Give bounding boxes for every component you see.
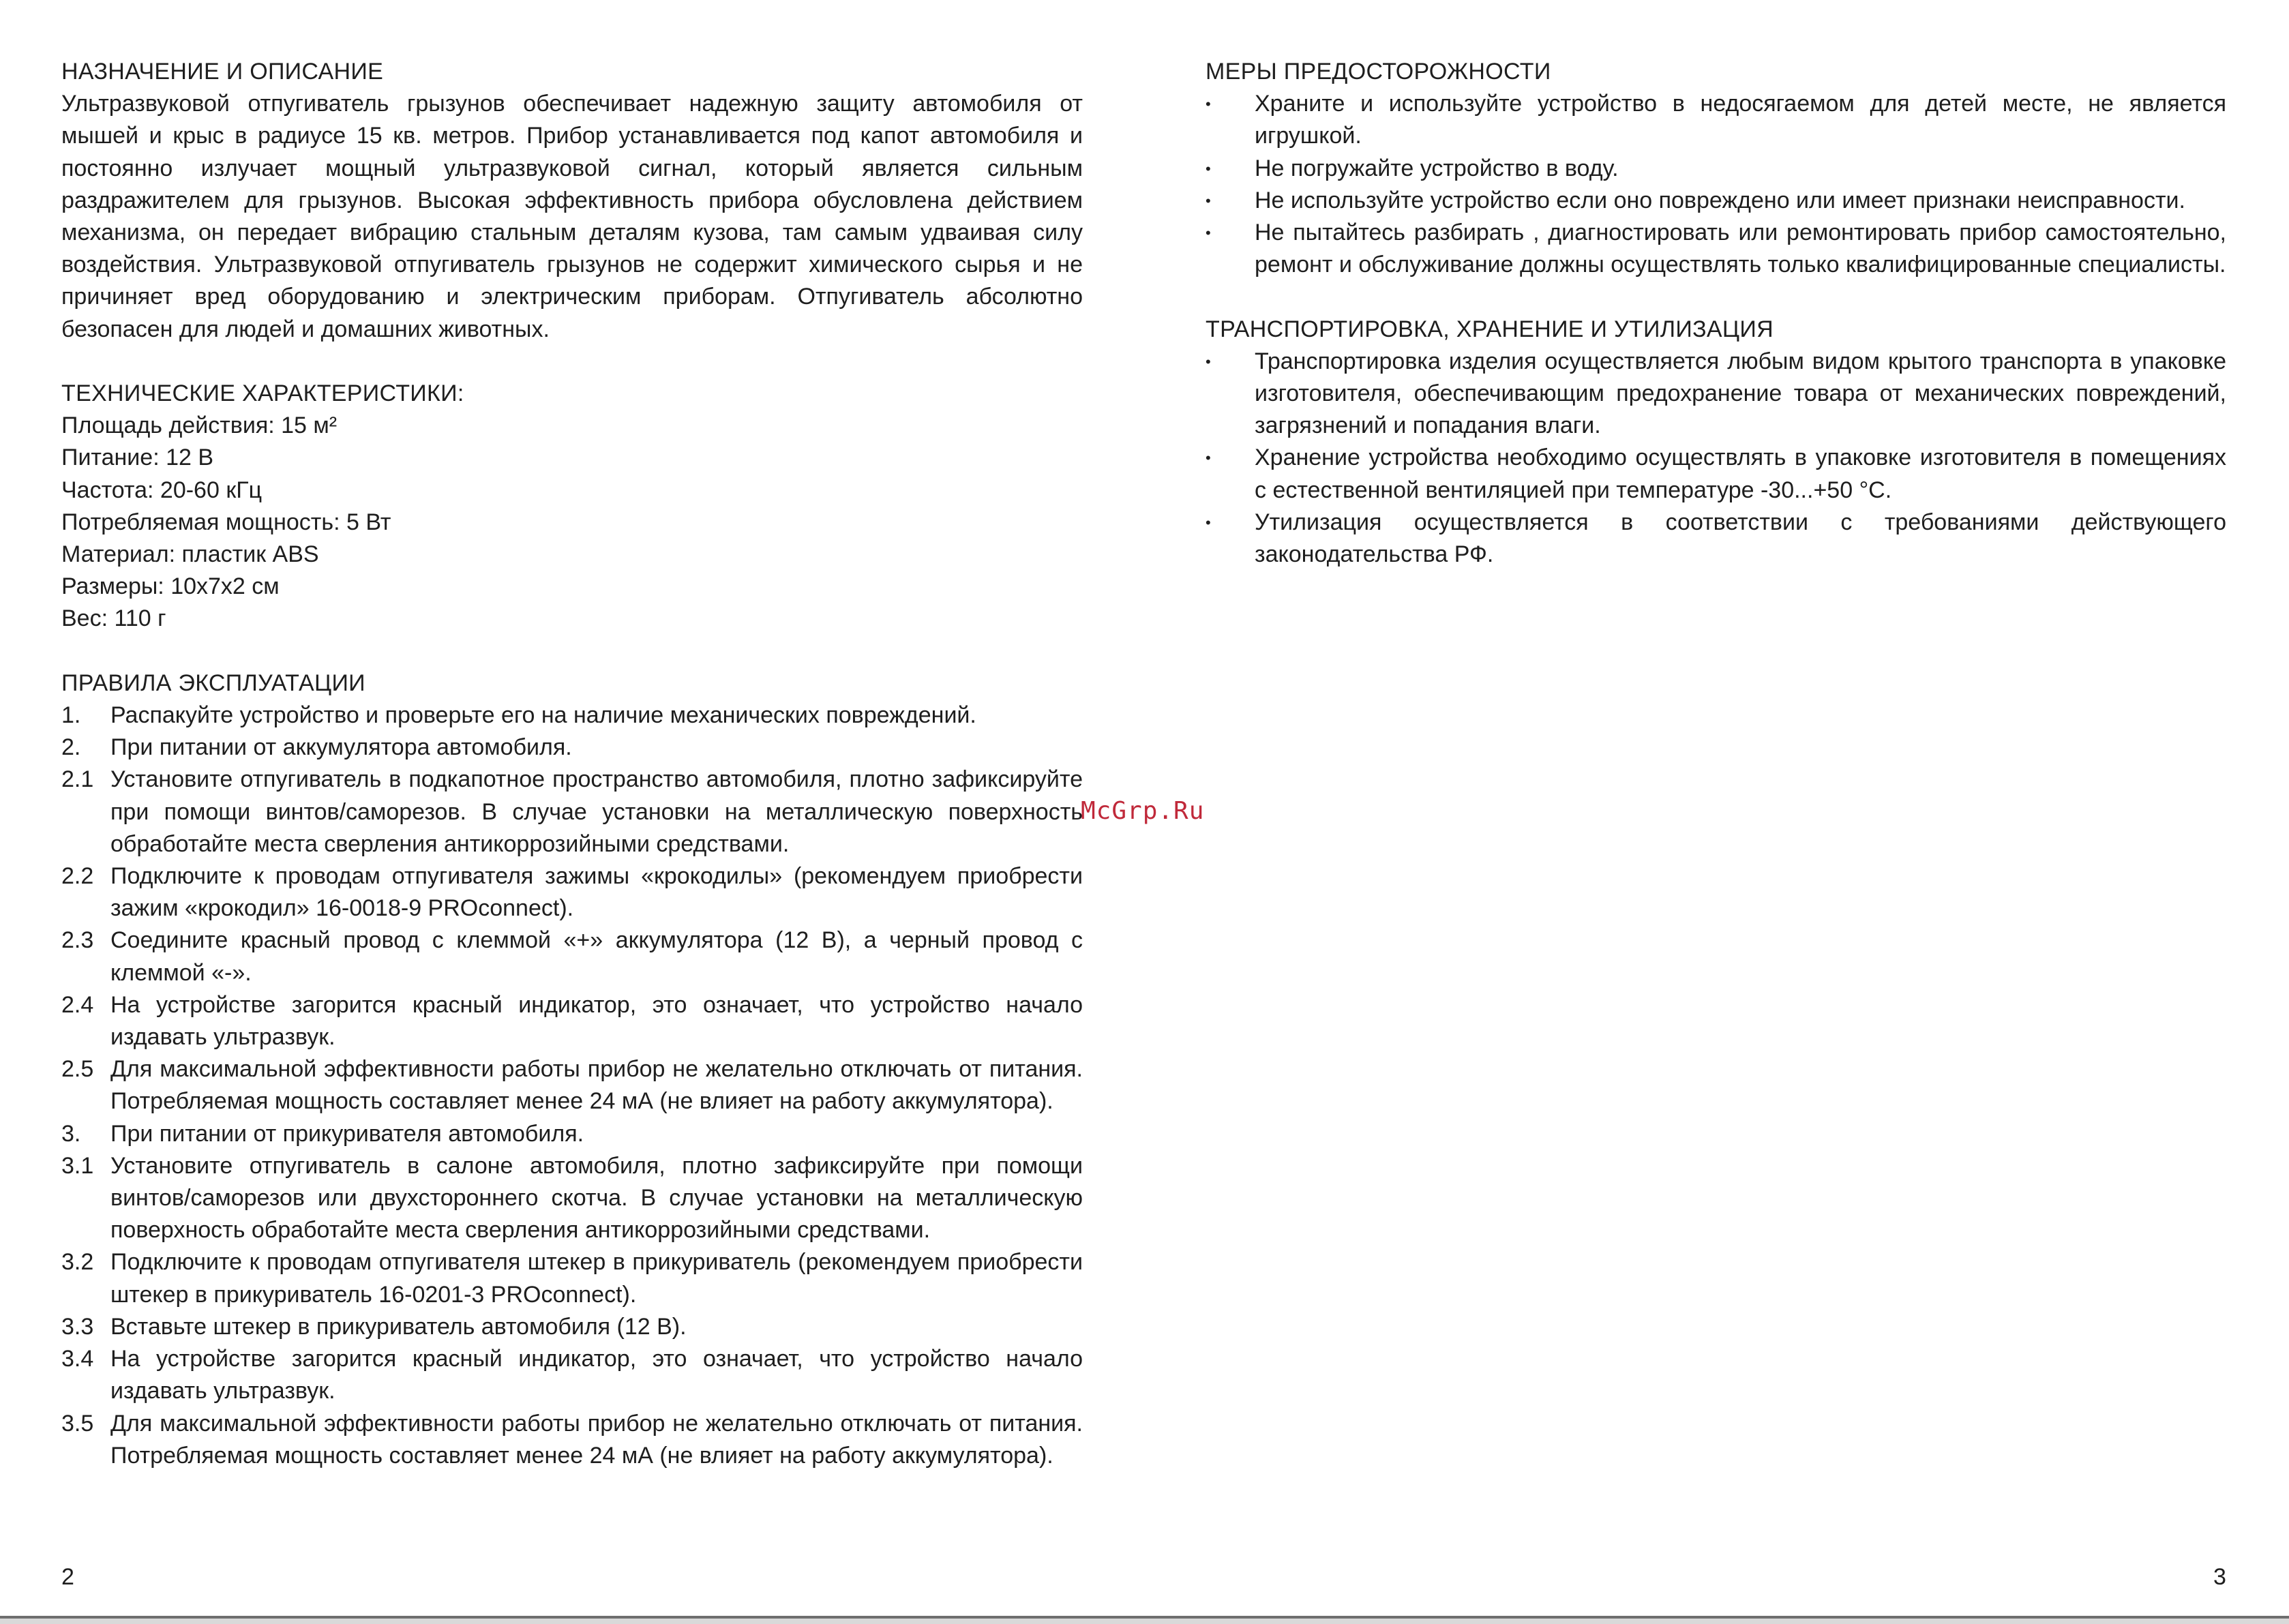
transport-text: Хранение устройства необходимо осуществлять в упаковке изготовителя в помещениях с естественной вентиляцией при температуре -30...+50 °С. [1255,445,2226,503]
rule-item [61,1311,1083,1343]
precaution-text: Не используйте устройство если оно повреждено или имеет признаки неисправности. [1255,187,2185,213]
precaution-text: Не пытайтесь разбирать , диагностировать или ремонтировать прибор самостоятельно, ремонт и обслуживание должны осуществлять только квалифицированные специалисты. [1255,220,2226,278]
rule-text: Подключите к проводам отпугивателя штекер в прикуриватель (рекомендуем приобрести штекер в прикуриватель 16-0201-3 PROconnect). [110,1249,1083,1308]
watermark-text: McGrp.Ru [1081,797,1205,825]
precaution-text: Храните и используйте устройство в недосягаемом для детей месте, не является игрушкой. [1255,91,2226,149]
rule-item [61,989,1083,1053]
rule-number: 3.3 [61,1313,94,1340]
rules-heading: ПРАВИЛА ЭКСПЛУАТАЦИИ [61,670,365,696]
rule-text: На устройстве загорится красный индикатор, это означает, что устройство начало издавать ультразвук. [110,1346,1083,1404]
bullet-icon: • [1206,160,1211,177]
rule-number: 2. [61,734,81,761]
bullet-icon: • [1206,95,1211,113]
rule-item [61,1053,1083,1117]
rule-text: Вставьте штекер в прикуриватель автомобиля (12 В). [110,1313,687,1340]
specs-heading: ТЕХНИЧЕСКИЕ ХАРАКТЕРИСТИКИ: [61,380,464,407]
rule-item [61,1408,1083,1472]
bullet-icon: • [1206,192,1211,209]
precaution-item [1206,88,2226,152]
rule-number: 3.5 [61,1410,94,1437]
rule-number: 2.3 [61,927,94,954]
transport-text: Утилизация осуществляется в соответствии с требованиями действующего законодательства РФ. [1255,509,2226,568]
bullet-icon: • [1206,224,1211,242]
rule-item [61,700,1083,732]
bottom-band [0,1619,2289,1624]
rule-item [61,860,1083,924]
rule-item [61,1118,1083,1150]
rule-item [61,1150,1083,1247]
rule-item [61,1343,1083,1407]
rule-number: 2.1 [61,766,94,793]
rule-text: Установите отпугиватель в салоне автомобиля, плотно зафиксируйте при помощи винтов/саморезов или двухстороннего скотча. В случае установки на металлическую поверхность обработайте места сверления антикоррозийными средствами. [110,1152,1083,1244]
rule-number: 3.4 [61,1346,94,1372]
left-page-column [61,56,1083,1472]
rule-number: 2.4 [61,991,94,1018]
purpose-heading: НАЗНАЧЕНИЕ И ОПИСАНИЕ [61,59,384,85]
precaution-text: Не погружайте устройство в воду. [1255,155,1619,181]
rule-text: Для максимальной эффективности работы прибор не желательно отключать от питания. Потребляемая мощность составляет менее 24 мА (не влияет на работу аккумулятора). [110,1056,1083,1115]
rule-item [61,764,1083,860]
right-page-column [1206,56,2226,571]
spec-frequency: Частота: 20-60 кГц [61,477,263,503]
transport-text: Транспортировка изделия осуществляется любым видом крытого транспорта в упаковке изготовителя, обеспечивающим предохранение товара от механических повреждений, загрязнений и попадания влаги. [1255,348,2226,439]
rule-item [61,924,1083,989]
bullet-icon: • [1206,449,1211,467]
section-gap [1206,281,2226,313]
spec-area: Площадь действия: 15 м² [61,412,338,439]
rule-text: Установите отпугиватель в подкапотное пространство автомобиля, плотно зафиксируйте при помощи винтов/саморезов. В случае установки на металлическую поверхность обработайте места сверления антикоррозийными средствами. [110,766,1083,857]
rule-number: 2.5 [61,1056,94,1083]
precautions-heading: МЕРЫ ПРЕДОСТОРОЖНОСТИ [1206,59,1551,85]
rule-number: 1. [61,702,81,729]
rule-text: На устройстве загорится красный индикатор, это означает, что устройство начало издавать ультразвук. [110,991,1083,1051]
rule-text: При питании от прикуривателя автомобиля. [110,1120,584,1147]
rule-number: 3.2 [61,1249,94,1276]
rule-text: Соедините красный провод с клеммой «+» аккумулятора (12 В), а черный провод с клеммой «-». [110,927,1083,986]
rule-text: Для максимальной эффективности работы прибор не желательно отключать от питания. Потребляемая мощность составляет менее 24 мА (не влияет на работу аккумулятора). [110,1410,1083,1469]
page-number-right: 3 [2213,1564,2226,1590]
purpose-text: Ультразвуковой отпугиватель грызунов обеспечивает надежную защиту автомобиля от мышей и крыс в радиусе 15 кв. метров. Прибор устанавливается под капот автомобиля и постоянно излучает мощный ультразвуковой сигнал, который является сильным раздражителем для грызунов. Высокая эффективность прибора обусловлена действием механизма, он передает вибрацию стальным деталям кузова, там самым удваивая силу воздействия. Ультразвуковой отпугиватель грызунов не содержит химического сырья и не причиняет вред оборудованию и электрическим приборам. Отпугиватель абсолютно безопасен для людей и домашних животных. [61,91,1083,342]
spec-power-supply: Питание: 12 В [61,445,214,471]
transport-item [1206,346,2226,442]
rule-number: 2.2 [61,863,94,890]
spec-weight: Вес: 110 г [61,605,166,632]
rule-text: При питании от аккумулятора автомобиля. [110,734,572,761]
bullet-icon: • [1206,513,1211,531]
transport-item [1206,442,2226,506]
rule-text: Подключите к проводам отпугивателя зажимы «крокодилы» (рекомендуем приобрести зажим «крокодил» 16-0018-9 PROconnect). [110,863,1083,922]
section-gap [61,635,1083,667]
rule-text: Распакуйте устройство и проверьте его на наличие механических повреждений. [110,702,976,729]
spec-power-consumption: Потребляемая мощность: 5 Вт [61,509,391,535]
precaution-item [1206,185,2226,217]
rule-number: 3.1 [61,1152,94,1179]
bullet-icon: • [1206,352,1211,370]
transport-item [1206,507,2226,571]
spec-dimensions: Размеры: 10х7х2 см [61,573,280,600]
page-number-left: 2 [61,1564,74,1590]
section-gap [61,346,1083,378]
rule-item [61,732,1083,764]
spec-material: Материал: пластик ABS [61,541,319,568]
precaution-item [1206,153,2226,185]
transport-heading: ТРАНСПОРТИРОВКА, ХРАНЕНИЕ И УТИЛИЗАЦИЯ [1206,316,1774,342]
precaution-item [1206,217,2226,281]
rule-number: 3. [61,1120,81,1147]
rule-item [61,1246,1083,1310]
